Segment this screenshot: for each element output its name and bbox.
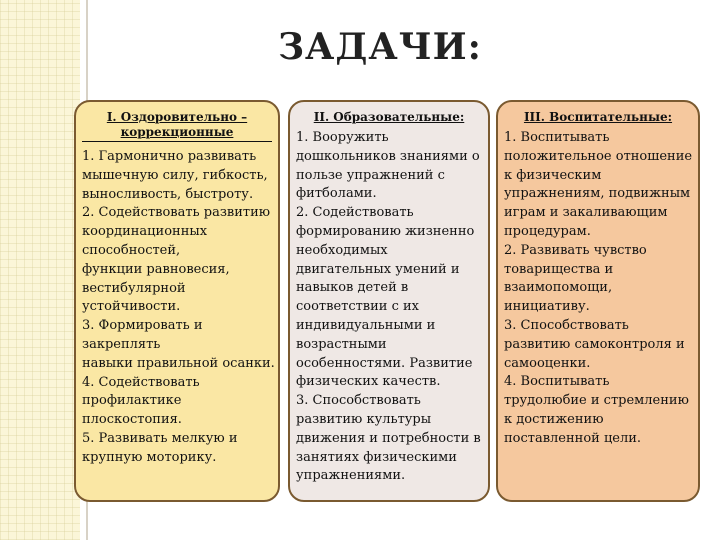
text-line: 1. Воспитывать (504, 130, 610, 145)
text-line: соответствии с их (296, 299, 419, 315)
column-heading: III. Воспитательные: (523, 110, 673, 124)
slide-title: ЗАДАЧИ: (278, 26, 482, 68)
text-line: особенностями. Развитие (296, 355, 473, 371)
text-line: мышечную силу, гибкость, (82, 167, 268, 183)
text-line: дошкольников знаниями о (296, 148, 480, 164)
text-line: навыки правильной осанки. (82, 355, 275, 371)
text-line: двигательных умений и (296, 261, 460, 277)
text-line: товарищества и (504, 261, 614, 277)
text-line: развитию культуры (296, 411, 432, 427)
column-heading: I. Оздоровительно – коррекционные (82, 110, 272, 142)
text-line: процедурам. (504, 223, 591, 239)
column-heading: II. Образовательные: (313, 110, 465, 124)
text-line: 3. Формировать и (82, 318, 203, 334)
text-line: упражнениям, подвижным (504, 186, 691, 202)
text-line: 3. Способствовать (504, 317, 629, 333)
text-line: положительное отношение (504, 148, 693, 164)
column-upbringing (496, 100, 700, 502)
text-line: играм и закаливающим (504, 205, 668, 221)
text-line: координационных (82, 224, 208, 240)
text-line: инициативу. (504, 299, 590, 315)
text-line: развитию самоконтроля и (504, 336, 685, 352)
text-line: взаимопомощи, (504, 280, 613, 296)
text-line: фитболами. (296, 186, 377, 202)
text-line: 5. Развивать мелкую и (82, 430, 238, 446)
text-line: навыков детей в (296, 280, 409, 296)
text-line: устойчивости. (82, 299, 181, 315)
text-line: пользе упражнений с (296, 167, 445, 183)
text-line: вестибулярной (82, 280, 186, 296)
column-health-correction (74, 100, 280, 502)
text-line: закреплять (82, 336, 161, 352)
text-line: необходимых (296, 242, 388, 258)
text-line: трудолюбие и стремлению (504, 393, 689, 409)
text-line: формированию жизненно (296, 223, 475, 239)
text-line: 4. Воспитывать (504, 374, 610, 390)
text-line: физических качеств. (296, 374, 441, 390)
text-line: выносливость, быстроту. (82, 186, 254, 202)
text-line: 1. Гармонично развивать (82, 149, 257, 164)
text-line: 4. Содействовать (82, 374, 200, 390)
text-line: способностей, (82, 242, 181, 258)
text-line: 2. Содействовать (296, 205, 414, 221)
text-line: к достижению (504, 411, 604, 427)
text-line: 1. Вооружить (296, 130, 389, 145)
column-educational (288, 100, 490, 502)
text-line: занятиях физическими (296, 449, 457, 465)
text-line: движения и потребности в (296, 430, 481, 446)
text-line: возрастными (296, 336, 387, 352)
text-line: профилактике (82, 393, 182, 409)
text-line: 2. Содействовать развитию (82, 205, 271, 221)
text-line: 2. Развивать чувство (504, 242, 647, 258)
text-line: самооценки. (504, 355, 591, 371)
text-line: 3. Способствовать (296, 393, 421, 409)
text-line: упражнениями. (296, 468, 406, 484)
text-line: к физическим (504, 167, 602, 183)
text-line: функции равновесия, (82, 261, 230, 277)
decorative-grid-strip (0, 0, 80, 540)
text-line: крупную моторику. (82, 449, 217, 465)
text-line: индивидуальными и (296, 317, 436, 333)
text-line: плоскостопия. (82, 412, 182, 428)
text-line: поставленной цели. (504, 430, 642, 446)
